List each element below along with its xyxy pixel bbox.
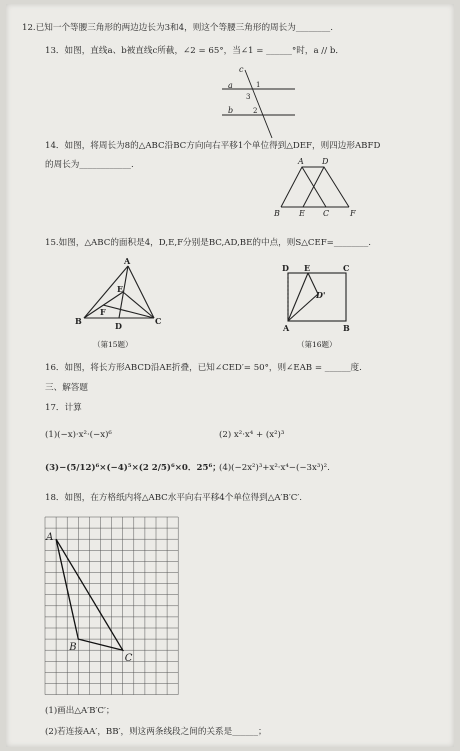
label-B: B	[343, 323, 350, 333]
label-c: c	[239, 65, 244, 74]
label-C: C	[323, 209, 330, 218]
label-F: F	[350, 209, 356, 218]
grid-label-B: B	[69, 642, 77, 654]
label-C: C	[155, 316, 162, 326]
label-D: D	[322, 157, 329, 166]
label-E: E	[299, 209, 305, 218]
question-15: 15.如图，△ABC的面积是4，D,E,F分别是BC,AD,BE的中点，则S△CEF=________.	[45, 238, 371, 248]
section-3-heading: 三、解答题	[45, 383, 88, 393]
label-angle-3: 3	[246, 93, 251, 101]
label-D-prime: D'	[316, 290, 326, 300]
grid-label-C: C	[124, 653, 133, 665]
grid-label-A: A	[46, 532, 54, 544]
question-17: 17．计算	[45, 403, 82, 413]
question-14-line-2: 的周长为____________.	[45, 160, 134, 170]
label-B: B	[75, 316, 82, 326]
q17-part-1: (1)(−x)·x²·(−x)⁶	[45, 430, 112, 440]
question-16: 16．如图，将长方形ABCD沿AE折叠，已知∠CED′= 50°，则∠EAB = ______度.	[45, 363, 362, 373]
q18-part-2: (2)若连接AA′，BB′，则这两条线段之间的关系是______；	[45, 727, 267, 737]
label-A: A	[124, 256, 131, 266]
label-D: D	[115, 321, 122, 331]
label-E: E	[117, 284, 124, 294]
label-angle-2: 2	[253, 107, 258, 115]
label-C: C	[343, 263, 350, 273]
label-b: b	[228, 106, 234, 115]
question-13: 13．如图，直线a、b被直线c所截，∠2 = 65°，当∠1 = ______°时，a // b．	[45, 46, 344, 56]
q17-part-4: (4)(−2x²)³+x²·x⁴−(−3x³)².	[219, 463, 330, 473]
label-D: D	[282, 263, 289, 273]
label-E: E	[304, 263, 311, 273]
question-18: 18．如图，在方格纸内将△ABC水平向右平移4个单位得到△A′B′C′.	[45, 493, 303, 503]
label-A: A	[298, 157, 304, 166]
question-14-line-1: 14．如图，将周长为8的△ABC沿BC方向向右平移1个单位得到△DEF，则四边形ABFD	[45, 141, 381, 151]
q17-part-2: (2) x²·x⁴ + (x²)³	[219, 430, 285, 440]
caption-15: （第15题）	[93, 340, 133, 349]
label-B: B	[274, 209, 280, 218]
label-angle-1: 1	[256, 81, 261, 89]
label-F: F	[100, 307, 106, 317]
caption-16: （第16题）	[297, 340, 337, 349]
question-12: 12.已知一个等腰三角形的两边边长为3和4，则这个等腰三角形的周长为________.	[22, 23, 333, 33]
q17-part-3: (3)−(5/12)⁶×(−4)⁵×(2 2/5)⁶×0．25⁶；	[45, 463, 221, 473]
label-A: A	[283, 323, 290, 333]
label-a: a	[228, 81, 233, 90]
q18-part-1: (1)画出△A′B′C′；	[45, 706, 115, 716]
